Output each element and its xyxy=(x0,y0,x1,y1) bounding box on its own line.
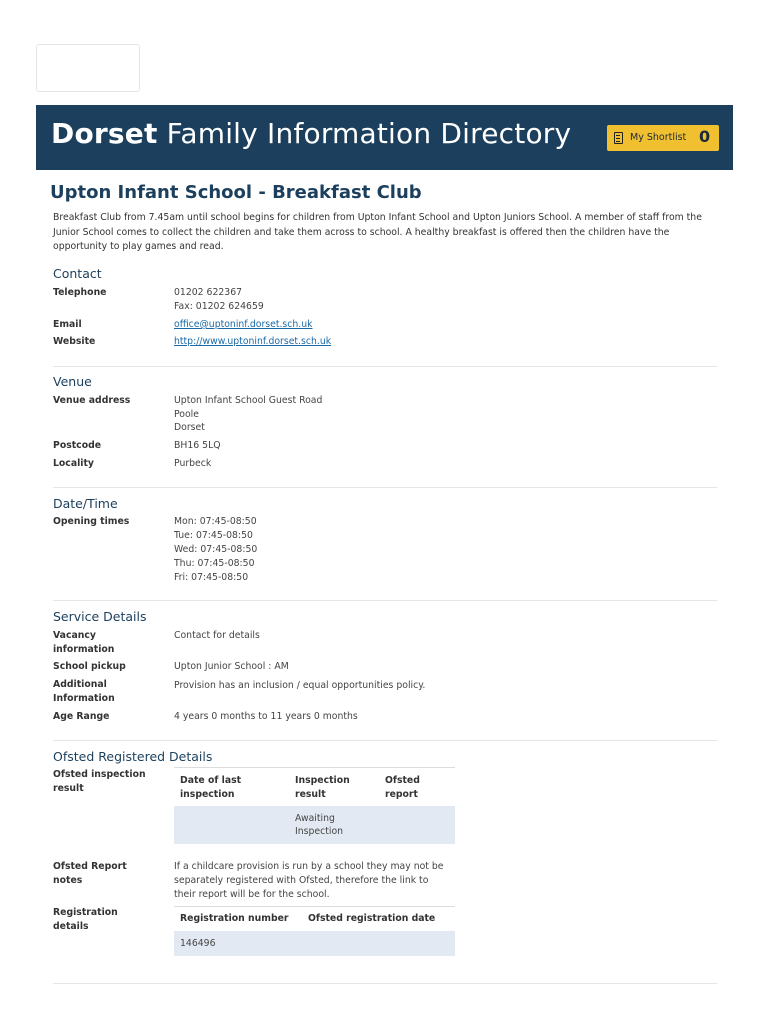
opening-time-row: Mon: 07:45-08:50 xyxy=(174,516,257,527)
my-shortlist-button[interactable] xyxy=(607,125,719,151)
column-header xyxy=(290,768,380,806)
fax-value: Fax: 01202 624659 xyxy=(174,301,264,312)
ofsted-heading: Ofsted Registered Details xyxy=(53,749,213,764)
venue-heading: Venue xyxy=(53,374,92,389)
age-range-value: 4 years 0 months to 11 years 0 months xyxy=(174,711,358,722)
website-link[interactable]: http://www.uptoninf.dorset.sch.uk xyxy=(174,336,332,347)
column-header-text: report xyxy=(385,788,418,800)
shortlist-label: My Shortlist xyxy=(630,132,687,143)
site-title-rest: Family Information Directory xyxy=(157,117,572,150)
additional-info-label: Additional xyxy=(53,679,107,690)
table-row xyxy=(174,806,455,844)
service-description: Breakfast Club from 7.45am until school begins for children from Upton Infant School and Upton Juniors School. A member of staff from the Junior School comes to collect the children and take them across to school. A healthy breakfast is offered then the children have the opportunity to play games and read. xyxy=(53,212,702,252)
postcode-value: BH16 5LQ xyxy=(174,440,221,451)
age-range-label: Age Range xyxy=(53,711,110,722)
report-notes-line: separately registered with Ofsted, therefore the link to xyxy=(174,875,429,886)
list-icon xyxy=(614,132,623,144)
opening-time-row: Thu: 07:45-08:50 xyxy=(174,558,255,569)
postcode-label: Postcode xyxy=(53,440,102,451)
ofsted-report-cell xyxy=(380,806,455,844)
inspection-table xyxy=(174,767,455,844)
column-header-text: Ofsted xyxy=(385,775,420,786)
table-cell-text: Inspection xyxy=(295,826,344,837)
email-link[interactable]: office@uptoninf.dorset.sch.uk xyxy=(174,319,313,330)
column-header xyxy=(380,768,455,806)
additional-info-value: Provision has an inclusion / equal opportunities policy. xyxy=(174,680,426,691)
divider xyxy=(53,487,717,488)
site-title[interactable] xyxy=(51,117,571,150)
report-notes-line: their report will be for the school. xyxy=(174,889,330,900)
datetime-heading: Date/Time xyxy=(53,496,118,511)
report-notes-label-cont: notes xyxy=(53,875,83,886)
divider xyxy=(53,600,717,601)
website-label: Website xyxy=(53,336,96,347)
additional-info-label-cont: Information xyxy=(53,693,115,704)
registration-table xyxy=(174,906,455,956)
column-header-text: Date of last xyxy=(180,775,242,786)
inspection-result-label-cont: result xyxy=(53,783,84,794)
venue-address-line: Dorset xyxy=(174,422,205,433)
shortlist-count: 0 xyxy=(699,127,711,146)
opening-times-label: Opening times xyxy=(53,516,130,527)
contact-heading: Contact xyxy=(53,266,102,281)
table-cell-text: Awaiting xyxy=(295,812,335,824)
school-pickup-label: School pickup xyxy=(53,661,126,672)
vacancy-value: Contact for details xyxy=(174,630,260,641)
opening-time-row: Tue: 07:45-08:50 xyxy=(174,530,253,541)
report-notes-line: If a childcare provision is run by a school they may not be xyxy=(174,861,444,872)
site-header xyxy=(36,105,733,170)
divider xyxy=(53,366,717,367)
site-title-strong: Dorset xyxy=(51,117,158,150)
registration-date-cell xyxy=(303,931,455,957)
table-row xyxy=(174,931,455,957)
column-header xyxy=(174,768,290,806)
registration-table-header xyxy=(174,907,455,931)
column-header-text: result xyxy=(295,788,326,800)
column-header-text: Inspection xyxy=(295,775,350,786)
inspection-result-label: Ofsted inspection xyxy=(53,769,146,780)
venue-address-label: Venue address xyxy=(53,395,131,406)
registration-details-label: Registration xyxy=(53,907,118,918)
vacancy-label: Vacancy xyxy=(53,630,96,641)
divider xyxy=(53,983,717,984)
telephone-label: Telephone xyxy=(53,287,107,298)
email-label: Email xyxy=(53,319,82,330)
telephone-value: 01202 622367 xyxy=(174,287,243,298)
divider xyxy=(53,740,717,741)
locality-value: Purbeck xyxy=(174,458,212,469)
vacancy-label-cont: information xyxy=(53,644,115,655)
registration-details-label-cont: details xyxy=(53,921,89,932)
locality-label: Locality xyxy=(53,458,94,469)
table-cell xyxy=(290,806,380,844)
opening-time-row: Fri: 07:45-08:50 xyxy=(174,572,249,583)
venue-address-line: Upton Infant School Guest Road xyxy=(174,395,323,406)
column-header-text: inspection xyxy=(180,788,235,800)
table-cell xyxy=(174,806,290,844)
venue-address-line: Poole xyxy=(174,409,199,420)
registration-number-cell: 146496 xyxy=(174,931,303,957)
page-title: Upton Infant School - Breakfast Club xyxy=(50,182,422,203)
opening-time-row: Wed: 07:45-08:50 xyxy=(174,544,258,555)
school-pickup-value: Upton Junior School : AM xyxy=(174,661,289,672)
inspection-table-header xyxy=(174,768,455,806)
column-header: Registration number xyxy=(174,907,303,931)
site-logo-placeholder[interactable] xyxy=(36,44,140,92)
service-details-heading: Service Details xyxy=(53,609,147,624)
column-header: Ofsted registration date xyxy=(303,907,455,931)
report-notes-label: Ofsted Report xyxy=(53,861,127,872)
